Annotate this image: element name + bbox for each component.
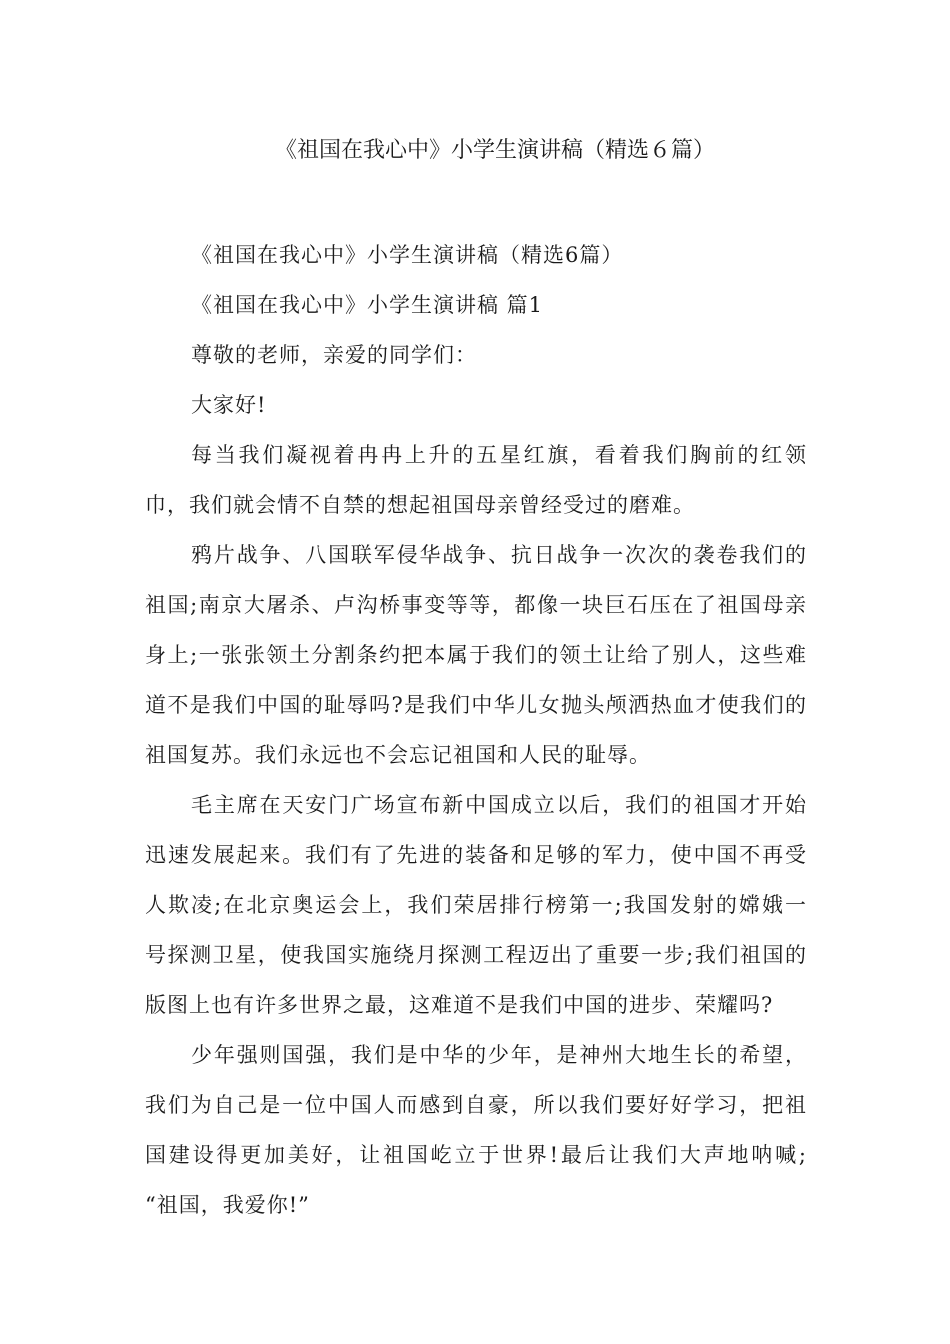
paragraph-line: 号探测卫星，使我国实施绕月探测工程迈出了重要一步;我们祖国的 [145,943,807,967]
paragraph-line: 每当我们凝视着冉冉上升的五星红旗，看着我们胸前的红领 [191,443,807,467]
paragraph-line: 道不是我们中国的耻辱吗?是我们中华儿女抛头颅洒热血才使我们的 [145,693,807,717]
paragraph-line: 《祖国在我心中》小学生演讲稿 篇1 [191,293,544,317]
paragraph-line: 尊敬的老师，亲爱的同学们： [191,343,477,367]
document-title: 《祖国在我心中》小学生演讲稿（精选６篇） [274,138,715,163]
paragraph-line: 国建设得更加美好，让祖国屹立于世界!最后让我们大声地呐喊; [145,1143,807,1167]
paragraph-line: 巾，我们就会情不自禁的想起祖国母亲曾经受过的磨难。 [145,493,695,517]
paragraph-line: 人欺凌;在北京奥运会上，我们荣居排行榜第一;我国发射的嫦娥一 [145,893,807,917]
paragraph-line: 少年强则国强，我们是中华的少年，是神州大地生长的希望， [191,1043,807,1067]
paragraph-line: 祖国;南京大屠杀、卢沟桥事变等等，都像一块巨石压在了祖国母亲 [145,593,807,617]
paragraph-line: 《祖国在我心中》小学生演讲稿（精选6篇） [191,243,624,267]
paragraph-line: 大家好! [191,393,267,417]
paragraph-line: 我们为自己是一位中国人而感到自豪，所以我们要好好学习，把祖 [145,1093,807,1117]
paragraph-line: 版图上也有许多世界之最，这难道不是我们中国的进步、荣耀吗? [145,993,774,1017]
paragraph-line: 身上;一张张领土分割条约把本属于我们的领土让给了别人，这些难 [145,643,807,667]
paragraph-line: 祖国复苏。我们永远也不会忘记祖国和人民的耻辱。 [145,743,651,767]
paragraph-line: 毛主席在天安门广场宣布新中国成立以后，我们的祖国才开始 [191,793,807,817]
document-body [145,230,807,1230]
paragraph-line: 迅速发展起来。我们有了先进的装备和足够的军力，使中国不再受 [145,843,807,867]
paragraph-line: 鸦片战争、八国联军侵华战争、抗日战争一次次的袭卷我们的 [191,543,807,567]
paragraph-line: “祖国，我爱你!” [145,1193,310,1217]
